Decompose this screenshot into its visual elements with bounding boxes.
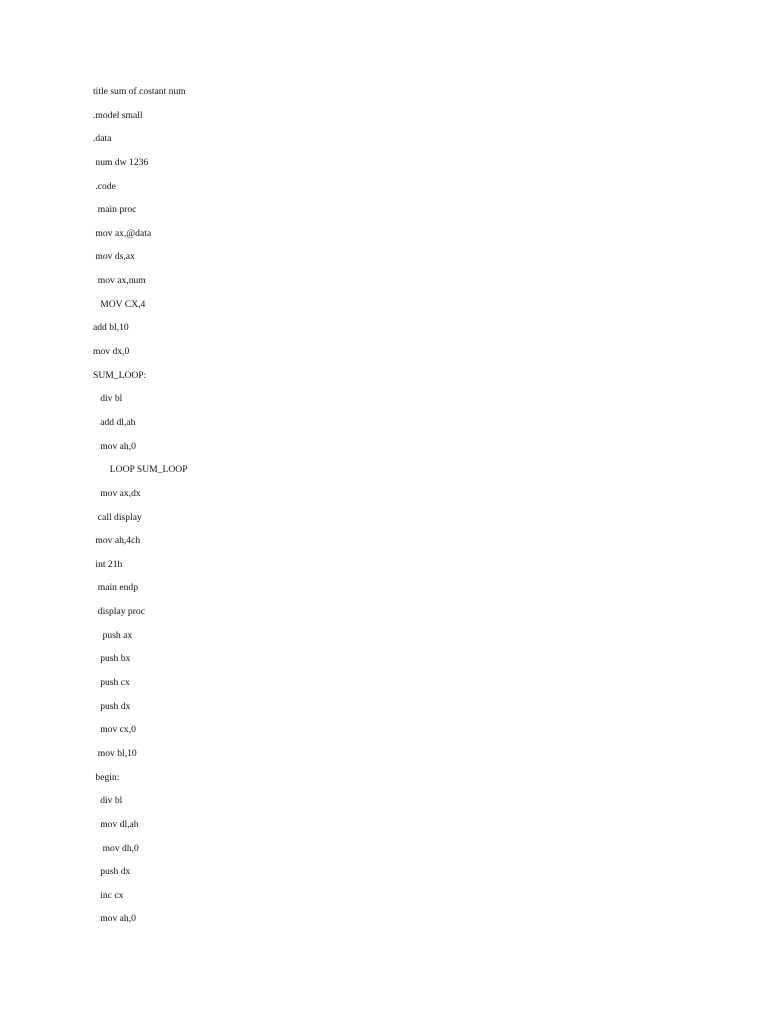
code-line: .model small [93, 109, 143, 121]
code-line: div bl [93, 393, 123, 405]
code-line: .code [93, 180, 116, 192]
code-line: main endp [93, 582, 139, 594]
code-line: int 21h [93, 558, 123, 570]
code-line: push dx [93, 866, 131, 878]
code-line: mov cx,0 [93, 724, 136, 736]
code-line: mov ah,4ch [93, 535, 141, 547]
code-line: mov ax,dx [93, 487, 141, 499]
code-line: mov dx,0 [93, 346, 130, 358]
code-line: main proc [93, 204, 137, 216]
code-line: mov ax,num [93, 275, 146, 287]
code-line: add bl,10 [93, 322, 129, 334]
code-line: mov ax,@data [93, 227, 152, 239]
code-line: mov ah,0 [93, 913, 136, 925]
code-line: add dl,ah [93, 416, 136, 428]
code-line: num dw 1236 [93, 156, 149, 168]
code-line: push ax [93, 629, 133, 641]
code-line: mov ds,ax [93, 251, 135, 263]
code-line: push cx [93, 677, 130, 689]
code-line: div bl [93, 795, 123, 807]
code-line: mov ah,0 [93, 440, 136, 452]
code-line: title sum of costant num [93, 86, 186, 97]
code-line: mov dh,0 [93, 842, 139, 854]
code-line: begin: [93, 771, 120, 783]
code-line: inc cx [93, 889, 124, 901]
code-line: LOOP SUM_LOOP [93, 464, 188, 476]
code-line: SUM_LOOP: [93, 369, 147, 381]
code-line: call display [93, 511, 142, 523]
code-line: MOV CX,4 [93, 298, 146, 310]
code-line: .data [93, 133, 112, 145]
code-line: mov dl,ah [93, 818, 139, 830]
assembly-code-listing [93, 84, 188, 935]
code-line: push dx [93, 700, 131, 712]
code-line: mov bl,10 [93, 747, 137, 759]
code-line: display proc [93, 606, 145, 618]
code-line: push bx [93, 653, 131, 665]
